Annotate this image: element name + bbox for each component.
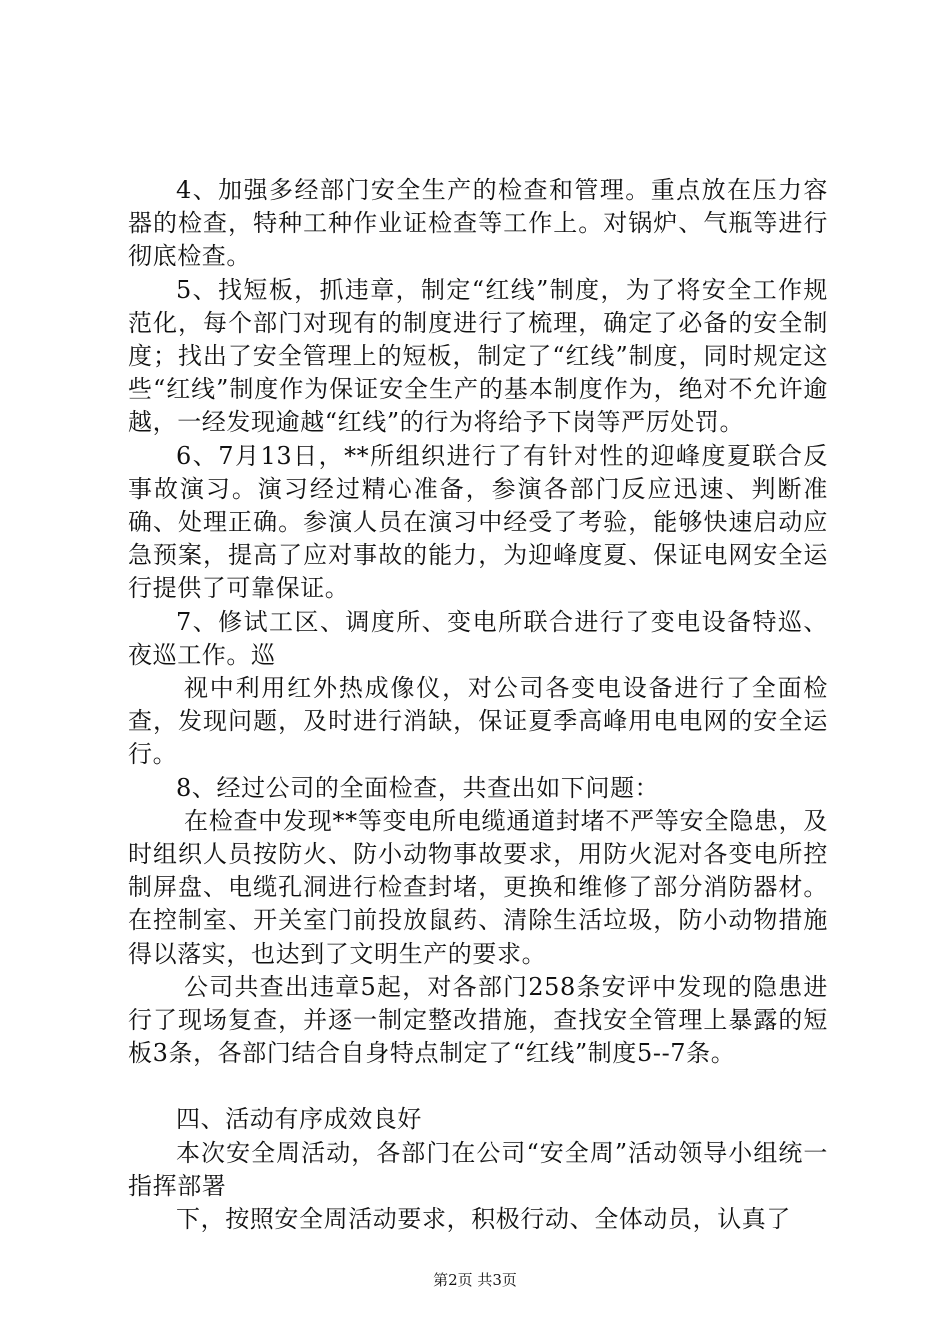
paragraph-item-7-continued: 视中利用红外热成像仪，对公司各变电设备进行了全面检查，发现问题，及时进行消缺，保证夏季高峰用电电网的安全运行。 [128, 674, 828, 769]
paragraph-item-5: 5、找短板，抓违章，制定“红线”制度，为了将安全工作规范化，每个部门对现有的制度进行了梳理，确定了必备的安全制度；找出了安全管理上的短板，制定了“红线”制度，同时规定这些“红线”制度作为保证安全生产的基本制度作为，绝对不允许逾越，一经发现逾越“红线”的行为将给予下岗等严厉处罚。 [128, 275, 828, 437]
paragraph-item-8: 8、经过公司的全面检查，共查出如下问题： [176, 773, 660, 802]
section-heading: 四、活动有序成效良好 [176, 1105, 422, 1134]
paragraph-item-7: 7、修试工区、调度所、变电所联合进行了变电设备特巡、夜巡工作。巡 [128, 607, 828, 669]
paragraph-spacer [128, 1070, 828, 1103]
paragraph-activity-intro: 本次安全周活动，各部门在公司“安全周”活动领导小组统一指挥部署 [128, 1138, 828, 1200]
document-body [128, 174, 828, 1236]
paragraph-violations-summary: 公司共查出违章5起，对各部门258条安评中发现的隐患进行了现场复查，并逐一制定整改措施，查找安全管理上暴露的短板3条，各部门结合自身特点制定了“红线”制度5--7条。 [128, 972, 828, 1068]
paragraph-activity-continued: 下，按照安全周活动要求，积极行动、全体动员，认真了 [176, 1205, 791, 1234]
paragraph-item-6: 6、7月13日，**所组织进行了有针对性的迎峰度夏联合反事故演习。演习经过精心准备，参演各部门反应迅速、判断准确、处理正确。参演人员在演习中经受了考验，能够快速启动应急预案，提高了应对事故的能力，为迎峰度夏、保证电网安全运行提供了可靠保证。 [128, 441, 828, 603]
page-footer: 第2页 共3页 [433, 1271, 517, 1289]
paragraph-item-4: 4、加强多经部门安全生产的检查和管理。重点放在压力容器的检查，特种工种作业证检查等工作上。对锅炉、气瓶等进行彻底检查。 [128, 176, 828, 271]
paragraph-inspection-findings: 在检查中发现**等变电所电缆通道封堵不严等安全隐患，及时组织人员按防火、防小动物事故要求，用防火泥对各变电所控制屏盘、电缆孔洞进行检查封堵，更换和维修了部分消防器材。在控制室、开关室门前投放鼠药、清除生活垃圾，防小动物措施得以落实，也达到了文明生产的要求。 [128, 806, 828, 968]
